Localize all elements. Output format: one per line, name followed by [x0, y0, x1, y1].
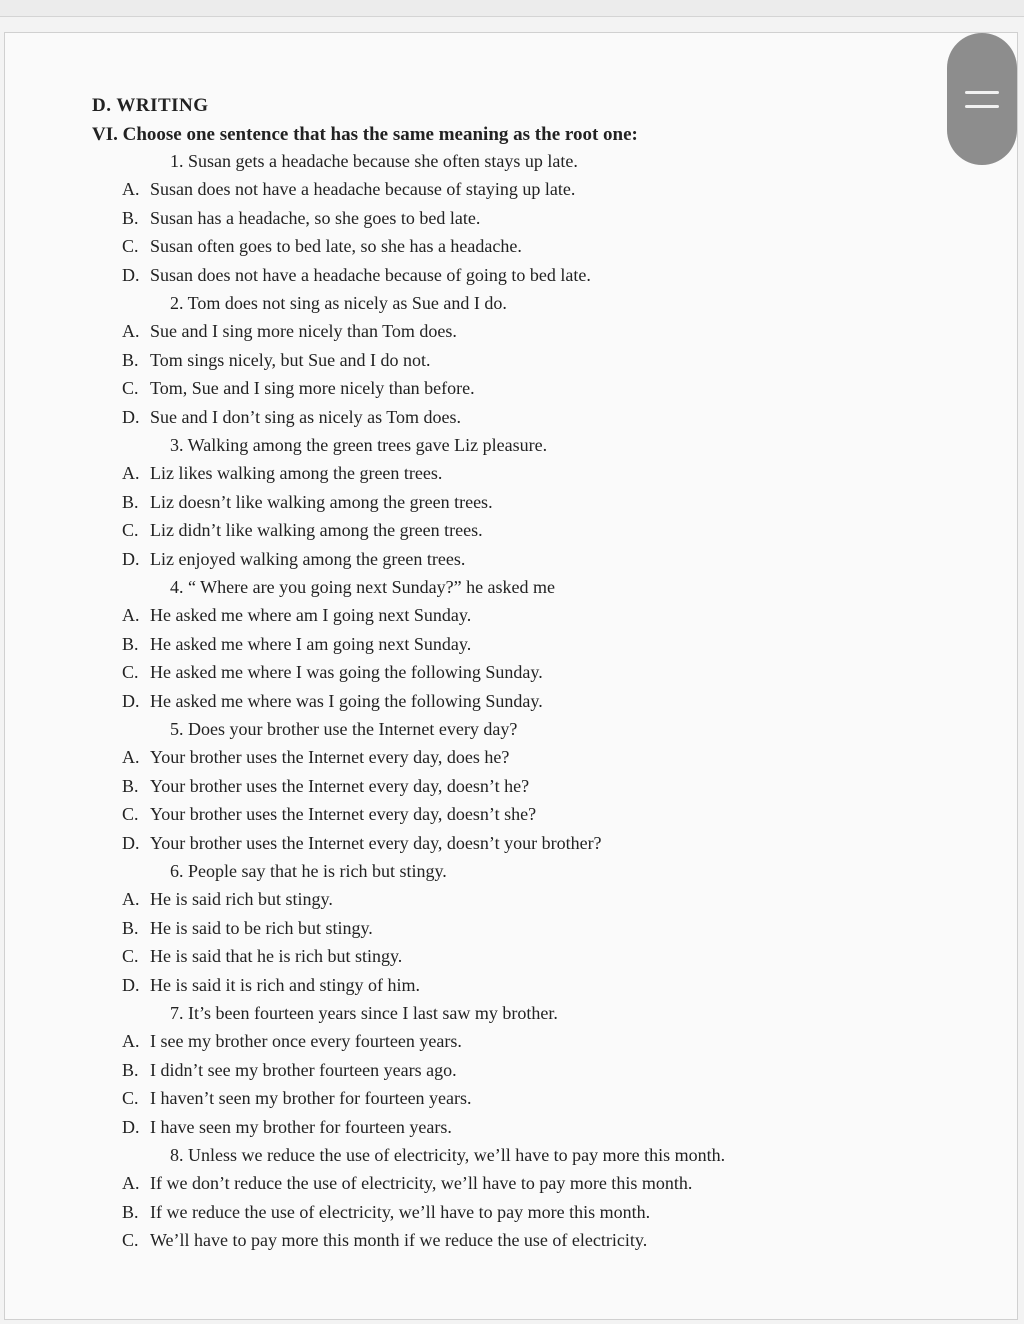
answer-option — [122, 746, 509, 768]
answer-option — [122, 377, 475, 399]
option-letter: A. — [122, 321, 140, 342]
option-text: Your brother uses the Internet every day, does he? — [150, 747, 510, 768]
option-letter: A. — [122, 605, 140, 626]
answer-option — [122, 1172, 692, 1194]
answer-option — [122, 1201, 650, 1223]
option-letter: D. — [122, 264, 140, 285]
option-letter: C. — [122, 1088, 139, 1109]
answer-option — [122, 1229, 647, 1251]
option-text: He is said to be rich but stingy. — [150, 917, 373, 938]
option-text: He asked me where was I going the following Sunday. — [150, 690, 543, 711]
option-text: He asked me where I am going next Sunday. — [150, 633, 472, 654]
option-letter: C. — [122, 946, 139, 967]
option-text: He asked me where I was going the following Sunday. — [150, 662, 543, 683]
option-text: He is said that he is rich but stingy. — [150, 946, 403, 967]
answer-option — [122, 207, 480, 229]
answer-option — [122, 775, 529, 797]
option-letter: A. — [122, 1031, 140, 1052]
option-text: He asked me where am I going next Sunday. — [150, 605, 472, 626]
option-letter: D. — [122, 406, 140, 427]
answer-option — [122, 803, 536, 825]
option-text: Susan often goes to bed late, so she has a headache. — [150, 236, 522, 257]
question-stem: 4. “ Where are you going next Sunday?” he asked me — [170, 577, 556, 597]
option-text: Susan does not have a headache because of going to bed late. — [150, 264, 591, 285]
option-text: I have seen my brother for fourteen years. — [150, 1116, 452, 1137]
option-text: I see my brother once every fourteen years. — [150, 1031, 462, 1052]
option-letter: B. — [122, 917, 139, 938]
option-letter: B. — [122, 633, 139, 654]
answer-option — [122, 832, 602, 854]
answer-option — [122, 1116, 452, 1138]
option-text: Your brother uses the Internet every day, doesn’t she? — [150, 804, 537, 825]
menu-icon — [965, 105, 999, 108]
option-text: Sue and I sing more nicely than Tom does. — [150, 321, 457, 342]
option-text: We’ll have to pay more this month if we reduce the use of electricity. — [150, 1230, 648, 1251]
option-text: Your brother uses the Internet every day, doesn’t your brother? — [150, 832, 602, 853]
answer-option — [122, 178, 575, 200]
option-letter: C. — [122, 378, 139, 399]
option-text: If we reduce the use of electricity, we’ll have to pay more this month. — [150, 1201, 651, 1222]
section-title: D. WRITING — [92, 95, 209, 116]
answer-option — [122, 406, 461, 428]
question-stem: 2. Tom does not sing as nicely as Sue and I do. — [170, 293, 507, 313]
option-text: Liz enjoyed walking among the green trees. — [150, 548, 466, 569]
option-text: He is said rich but stingy. — [150, 889, 333, 910]
question-stem: 8. Unless we reduce the use of electricity, we’ll have to pay more this month. — [170, 1145, 726, 1165]
menu-button[interactable] — [947, 33, 1017, 165]
answer-option — [122, 604, 471, 626]
option-text: He is said it is rich and stingy of him. — [150, 974, 420, 995]
option-letter: A. — [122, 179, 140, 200]
option-letter: D. — [122, 974, 140, 995]
option-letter: B. — [122, 491, 139, 512]
option-letter: B. — [122, 1059, 139, 1080]
option-letter: C. — [122, 1230, 139, 1251]
option-text: If we don’t reduce the use of electricity, we’ll have to pay more this month. — [150, 1173, 693, 1194]
option-letter: D. — [122, 548, 140, 569]
option-text: Liz didn’t like walking among the green trees. — [150, 520, 483, 541]
answer-option — [122, 462, 442, 484]
question-stem: 5. Does your brother use the Internet every day? — [170, 719, 518, 739]
answer-option — [122, 519, 483, 541]
option-letter: D. — [122, 690, 140, 711]
option-text: I didn’t see my brother fourteen years ago. — [150, 1059, 457, 1080]
option-letter: B. — [122, 207, 139, 228]
question-stem: 6. People say that he is rich but stingy. — [170, 861, 447, 881]
answer-option — [122, 633, 471, 655]
option-letter: A. — [122, 1173, 140, 1194]
question-stem: 7. It’s been fourteen years since I last saw my brother. — [170, 1003, 558, 1023]
option-letter: B. — [122, 349, 139, 370]
option-letter: D. — [122, 832, 140, 853]
answer-option — [122, 235, 522, 257]
question-stem: 1. Susan gets a headache because she often stays up late. — [170, 151, 578, 171]
option-letter: B. — [122, 1201, 139, 1222]
answer-option — [122, 661, 543, 683]
answer-option — [122, 491, 493, 513]
answer-option — [122, 974, 420, 996]
answer-option — [122, 1030, 462, 1052]
answer-option — [122, 690, 543, 712]
option-text: Liz doesn’t like walking among the green trees. — [150, 491, 493, 512]
answer-option — [122, 264, 591, 286]
option-text: Susan has a headache, so she goes to bed late. — [150, 207, 481, 228]
answer-option — [122, 349, 431, 371]
section-instruction: VI. Choose one sentence that has the same meaning as the root one: — [92, 124, 638, 145]
option-letter: C. — [122, 236, 139, 257]
question-stem: 3. Walking among the green trees gave Liz pleasure. — [170, 435, 548, 455]
option-letter: C. — [122, 662, 139, 683]
answer-option — [122, 945, 402, 967]
option-letter: D. — [122, 1116, 140, 1137]
option-letter: C. — [122, 520, 139, 541]
answer-option — [122, 548, 465, 570]
option-letter: A. — [122, 889, 140, 910]
menu-icon — [965, 91, 999, 94]
option-letter: A. — [122, 463, 140, 484]
answer-option — [122, 888, 333, 910]
answer-option — [122, 320, 457, 342]
option-text: Tom, Sue and I sing more nicely than before. — [150, 378, 475, 399]
option-text: Sue and I don’t sing as nicely as Tom does. — [150, 406, 462, 427]
option-text: Tom sings nicely, but Sue and I do not. — [150, 349, 431, 370]
option-text: Liz likes walking among the green trees. — [150, 463, 443, 484]
option-text: Your brother uses the Internet every day, doesn’t he? — [150, 775, 530, 796]
top-page-strip — [0, 0, 1024, 17]
option-text: I haven’t seen my brother for fourteen years. — [150, 1088, 472, 1109]
option-letter: A. — [122, 747, 140, 768]
option-text: Susan does not have a headache because of staying up late. — [150, 179, 576, 200]
answer-option — [122, 1059, 457, 1081]
option-letter: B. — [122, 775, 139, 796]
option-letter: C. — [122, 804, 139, 825]
answer-option — [122, 917, 373, 939]
answer-option — [122, 1087, 472, 1109]
